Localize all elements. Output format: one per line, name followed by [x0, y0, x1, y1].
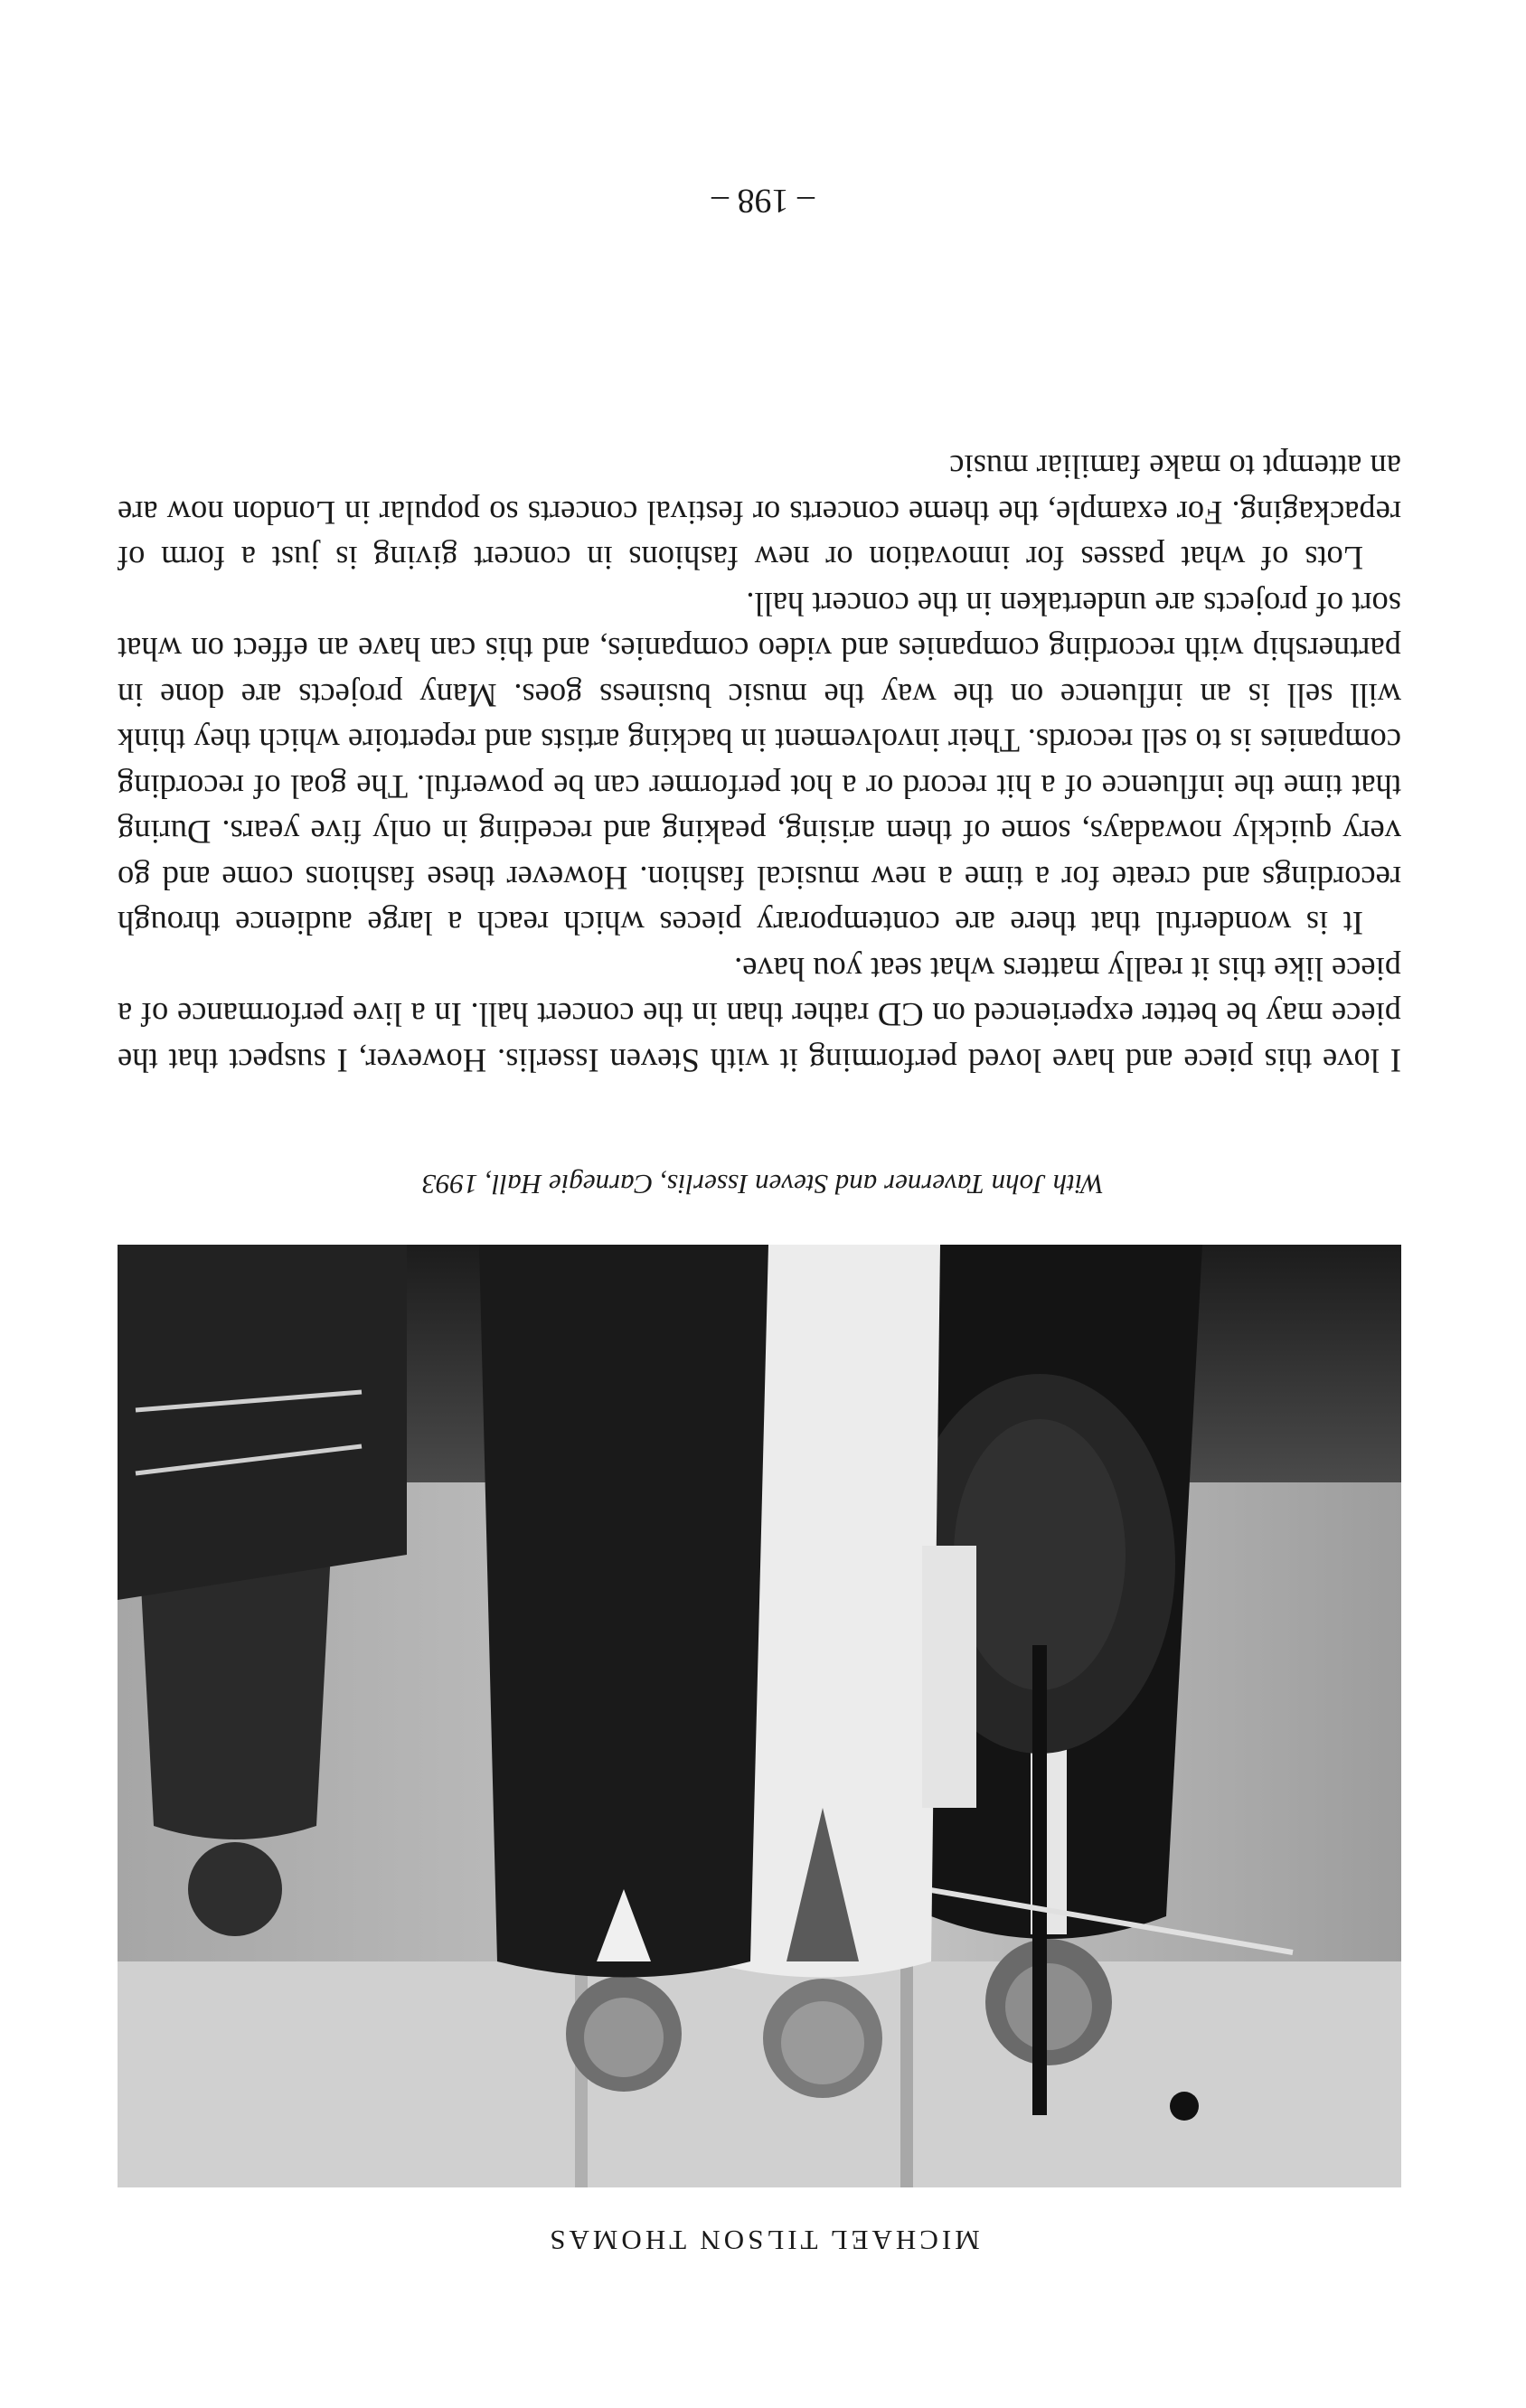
photo-taverner-isserlis [118, 1245, 1401, 2187]
page-number: – 198 – [711, 182, 815, 220]
body-text [118, 444, 1401, 1083]
paragraph: I love this piece and have loved performing it with Steven Isserlis. However, I suspect that the piece may be better experienced on CD rather than in the concert hall. In a live performance of a piece like this it really matters what seat you have. [118, 951, 1401, 1079]
photo-caption: With John Taverner and Steven Isserlis, Carnegie Hall, 1993 [421, 1169, 1105, 1200]
running-head: MICHAEL TILSON THOMAS [546, 2225, 980, 2256]
paragraph: It is wonderful that there are contemporary pieces which reach a large audience through recordings and create for a time a new musical fashion. However these fashions come and go very quickly nowadays, some of them arising, peaking and receding in only five years. During that time the influence of a hit record or a hot performer can be powerful. The goal of recording companies is to sell records. Their involvement in backing artists and repertoire which they think will sell is an influence on the way the music business goes. Many projects are done in partnership with recording companies and video companies, and this can have an effect on what sort of projects are undertaken in the concert hall. [118, 586, 1401, 943]
paragraph: Lots of what passes for innovation or new fashions in concert giving is just a form of repackaging. For example, the theme concerts or festival concerts so popular in London now are an attempt to make familiar music [118, 448, 1401, 578]
